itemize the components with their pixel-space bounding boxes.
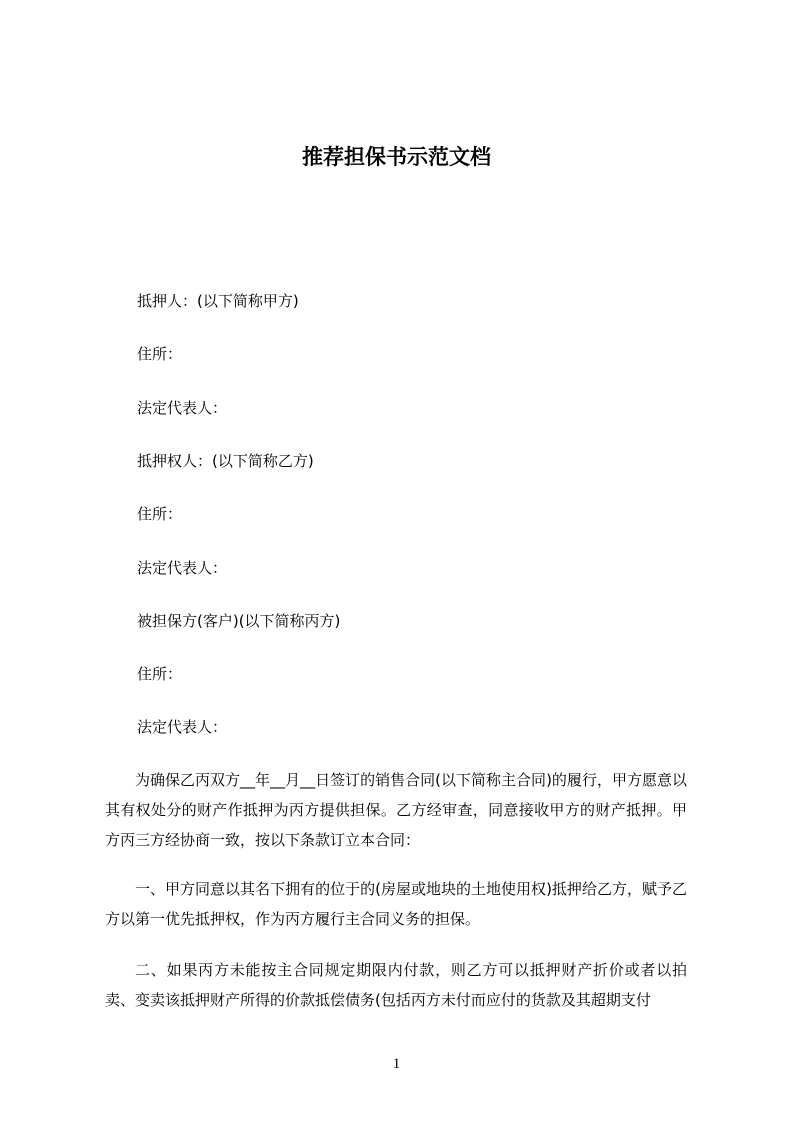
mortgagor-field: 抵押人：(以下简称甲方) (137, 292, 299, 310)
mortgagor-representative-field: 法定代表人： (137, 399, 228, 417)
page-number: 1 (392, 1056, 401, 1072)
mortgagee-field: 抵押权人：(以下简称乙方) (137, 452, 314, 470)
preamble-paragraph: 为确保乙丙双方__年__月__日签订的销售合同(以下简称主合同)的履行，甲方愿意以其有权处分的财产作抵押为丙方提供担保。乙方经审查，同意接收甲方的财产抵押。甲方丙三方经协商一致，按以下条款订立本合同： (105, 771, 687, 849)
mortgagor-address-field: 住所： (137, 345, 183, 363)
clause-one-paragraph: 一、甲方同意以其名下拥有的位于的(房屋或地块的土地使用权)抵押给乙方，赋予乙方以第一优先抵押权，作为丙方履行主合同义务的担保。 (105, 880, 687, 928)
document-title: 推荐担保书示范文档 (302, 145, 491, 169)
guaranteed-party-address-field: 住所： (137, 665, 183, 683)
mortgagee-address-field: 住所： (137, 505, 183, 523)
guaranteed-party-representative-field: 法定代表人： (137, 718, 228, 736)
guaranteed-party-field: 被担保方(客户)(以下简称丙方) (137, 612, 341, 630)
mortgagee-representative-field: 法定代表人： (137, 559, 228, 577)
clause-two-paragraph: 二、如果丙方未能按主合同规定期限内付款，则乙方可以抵押财产折价或者以拍卖、变卖该抵押财产所得的价款抵偿债务(包括丙方未付而应付的货款及其超期支付 (105, 961, 687, 1009)
